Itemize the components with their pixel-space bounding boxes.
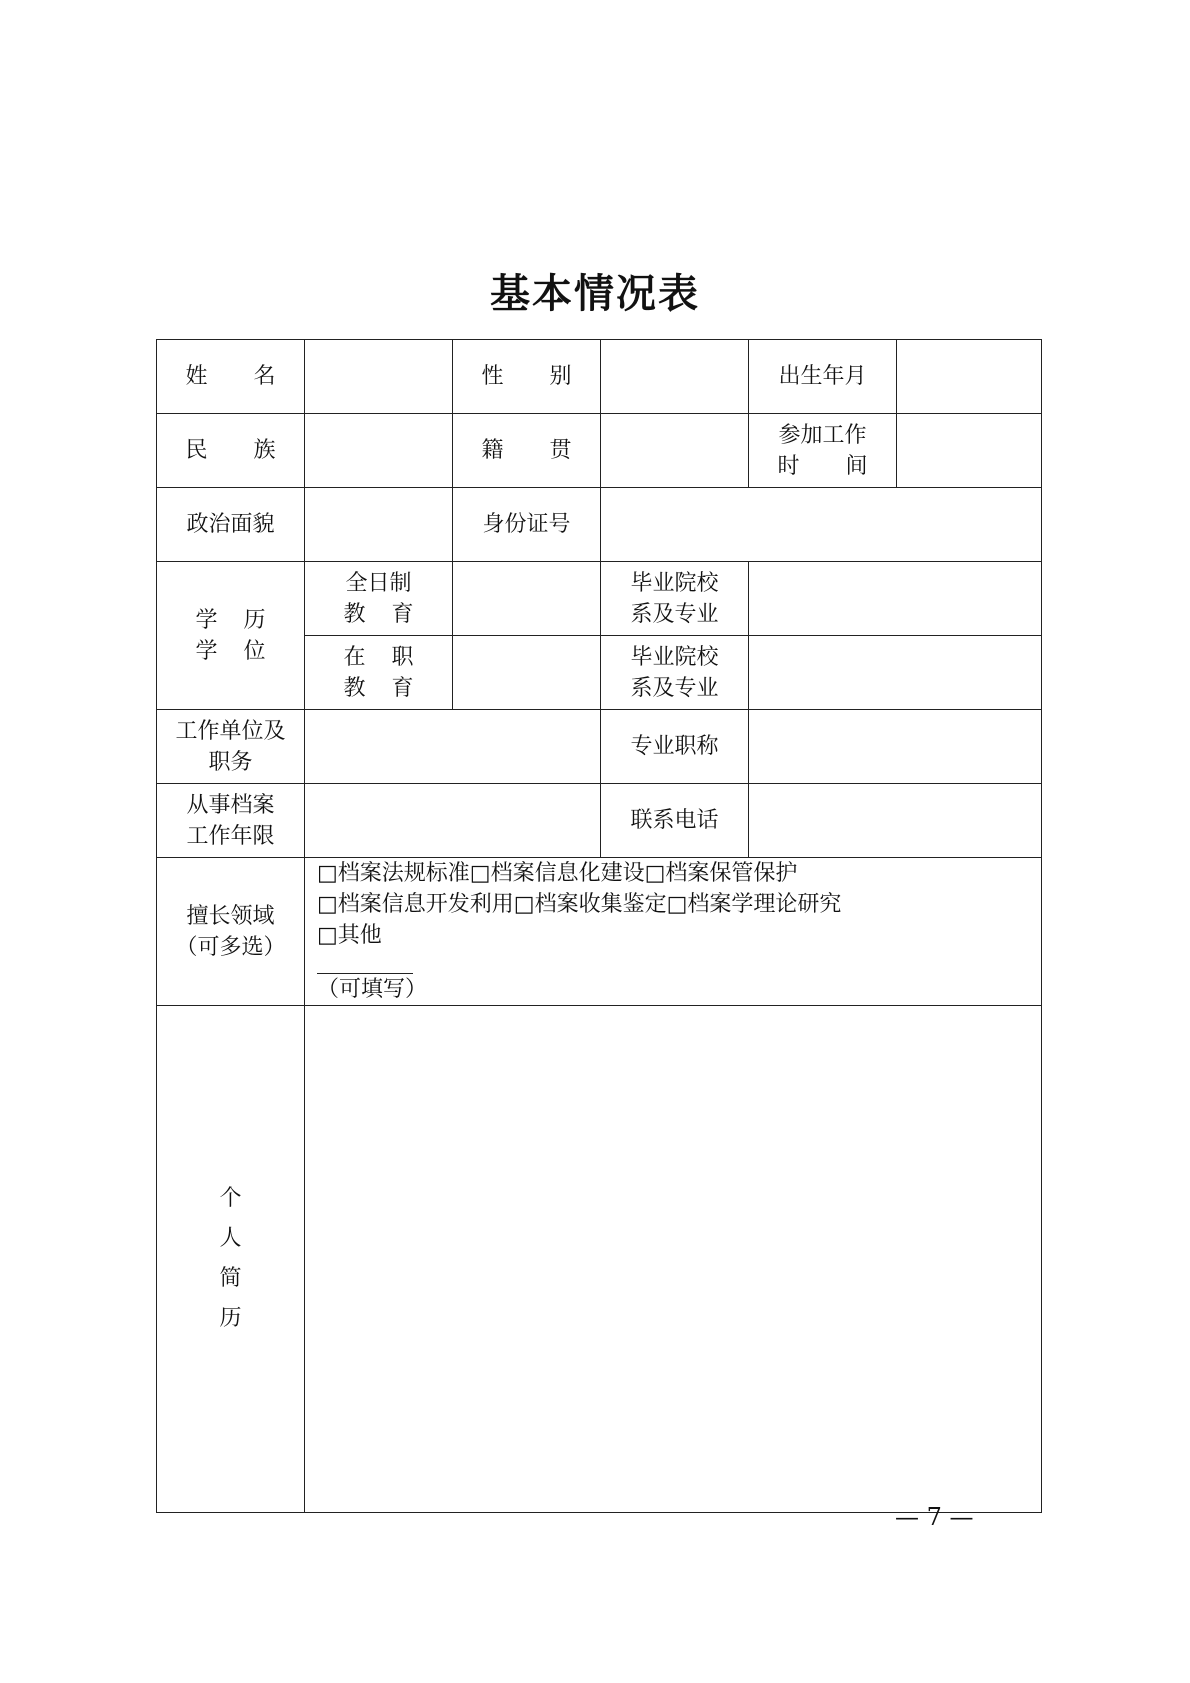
expertise-other[interactable]: □其他 (317, 923, 382, 948)
label-grad-school-fulltime: 毕业院校 系及专业 (601, 562, 749, 636)
label-id-number: 身份证号 (453, 488, 601, 562)
label-employer: 工作单位及 职务 (157, 710, 305, 784)
label-phone: 联系电话 (601, 784, 749, 858)
value-birth[interactable] (897, 340, 1042, 414)
value-grad-school-onjob[interactable] (749, 636, 1042, 710)
basic-info-table (156, 339, 1042, 1513)
label-name: 姓名 (157, 340, 305, 414)
value-grad-school-fulltime[interactable] (749, 562, 1042, 636)
value-name[interactable] (305, 340, 453, 414)
value-archive-years[interactable] (305, 784, 601, 858)
label-grad-school-onjob: 毕业院校 系及专业 (601, 636, 749, 710)
expertise-options[interactable] (305, 858, 1042, 1006)
other-blank-field[interactable] (317, 951, 413, 974)
label-fulltime: 全日制 教育 (305, 562, 453, 636)
expertise-line-3[interactable] (317, 920, 1041, 1005)
expertise-line-1[interactable]: □档案法规标准□档案信息化建设□档案保管保护 (317, 861, 798, 886)
value-fulltime[interactable] (453, 562, 601, 636)
value-title-rank[interactable] (749, 710, 1042, 784)
form-title: 基本情况表 (490, 271, 700, 317)
expertise-other-hint: （可填写） (317, 977, 428, 1002)
label-birth: 出生年月 (749, 340, 897, 414)
value-id-number[interactable] (601, 488, 1042, 562)
label-ethnicity: 民族 (157, 414, 305, 488)
value-employer[interactable] (305, 710, 601, 784)
label-gender: 性别 (453, 340, 601, 414)
value-work-start[interactable] (897, 414, 1042, 488)
value-native-place[interactable] (601, 414, 749, 488)
page-number: — 7 — (895, 1503, 974, 1531)
value-onjob[interactable] (453, 636, 601, 710)
value-resume[interactable] (305, 1006, 1042, 1513)
value-ethnicity[interactable] (305, 414, 453, 488)
label-work-start: 参加工作 时间 (749, 414, 897, 488)
label-native-place: 籍贯 (453, 414, 601, 488)
label-education: 学历 学位 (157, 562, 305, 710)
label-archive-years: 从事档案 工作年限 (157, 784, 305, 858)
label-title-rank: 专业职称 (601, 710, 749, 784)
label-political: 政治面貌 (157, 488, 305, 562)
value-political[interactable] (305, 488, 453, 562)
label-resume: 个 人 简 历 (157, 1006, 305, 1513)
expertise-line-2[interactable]: □档案信息开发利用□档案收集鉴定□档案学理论研究 (317, 892, 842, 917)
value-gender[interactable] (601, 340, 749, 414)
value-phone[interactable] (749, 784, 1042, 858)
label-expertise: 擅长领域 （可多选） (157, 858, 305, 1006)
label-onjob: 在职 教育 (305, 636, 453, 710)
